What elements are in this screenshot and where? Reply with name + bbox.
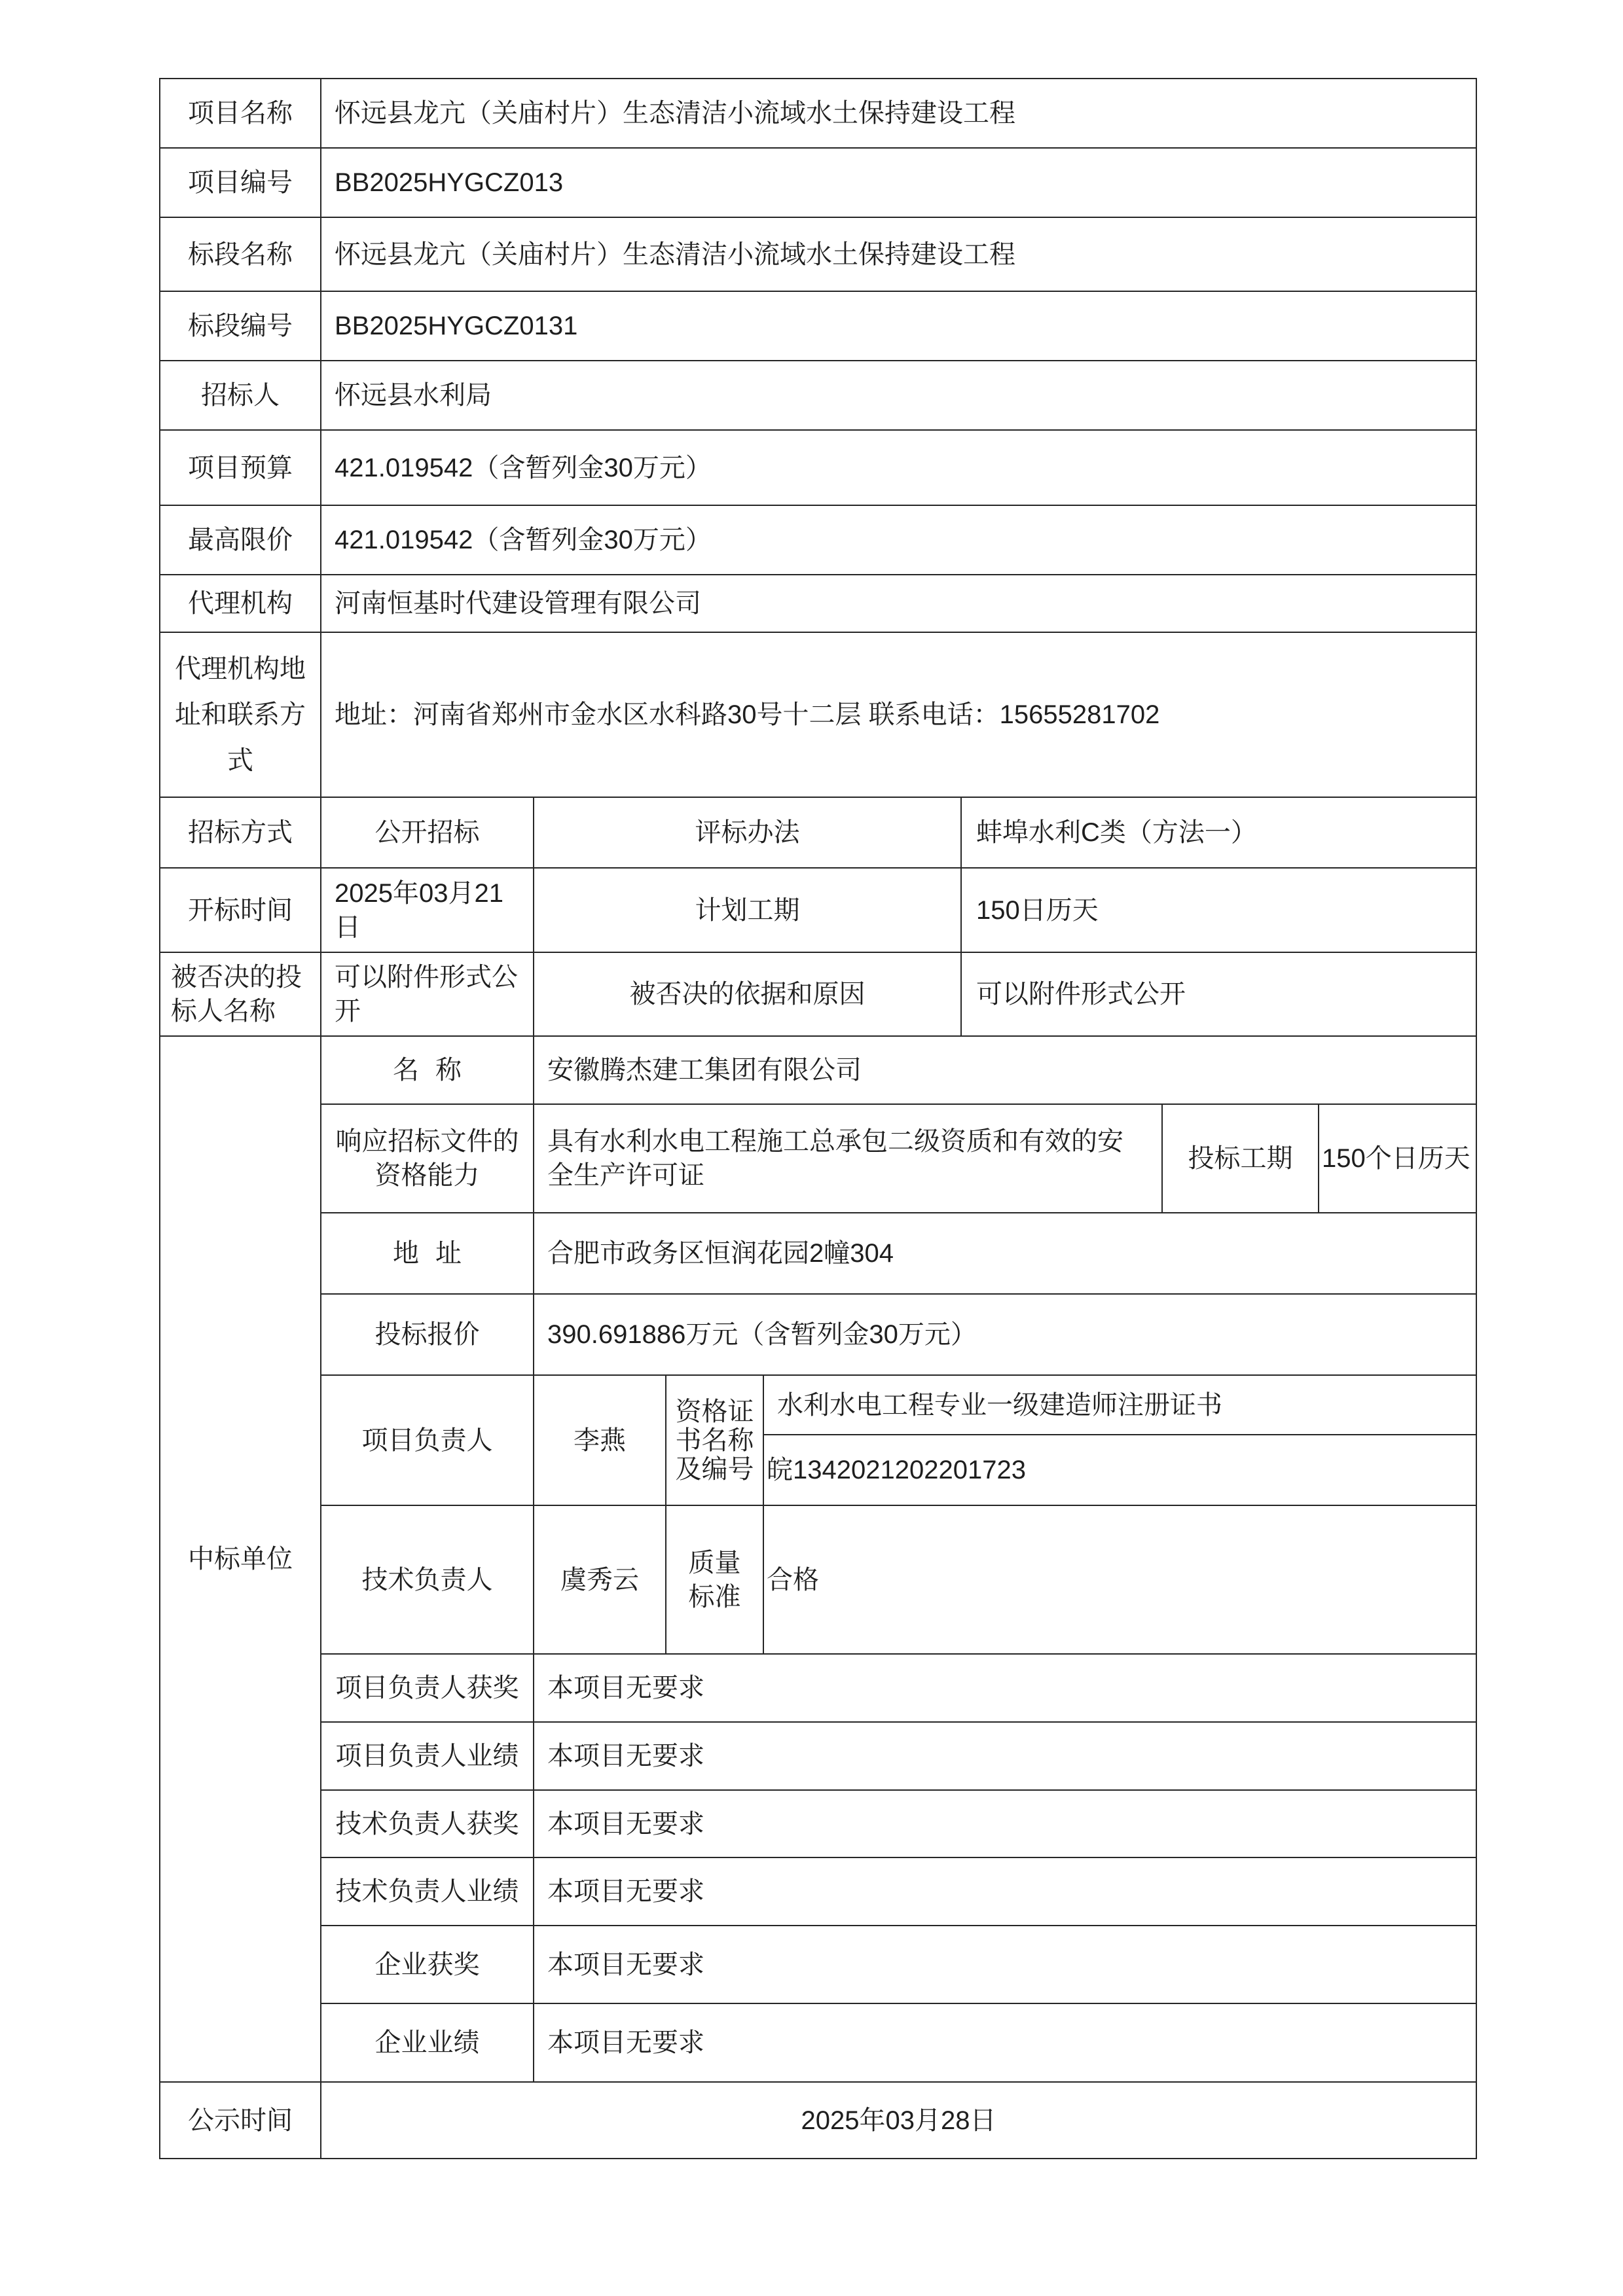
- winner-section-label-cell: [159, 1035, 321, 2083]
- evaluation-method-value-cell: [960, 797, 1477, 869]
- agency-value: 河南恒基时代建设管理有限公司: [335, 589, 701, 618]
- pm-certificate-number-cell: [763, 1434, 1477, 1506]
- bid-opening-time-value: 2025年03月21日: [335, 878, 503, 942]
- announcement-time-label-cell: [159, 2081, 321, 2159]
- project-name-label-cell: [159, 78, 321, 149]
- quality-standard-label-cell: [665, 1505, 764, 1655]
- project-number-value: BB2025HYGCZ013: [335, 168, 564, 197]
- tl-awards-value: 本项目无要求: [547, 1809, 704, 1839]
- tenderer-label: 招标人: [201, 381, 280, 410]
- max-price-label: 最高限价: [188, 526, 293, 554]
- rejection-reason-label-cell: [533, 952, 962, 1037]
- pm-performance-value: 本项目无要求: [547, 1742, 704, 1770]
- bid-duration-label: 投标工期: [1188, 1144, 1293, 1173]
- project-name-label: 项目名称: [188, 99, 293, 128]
- agency-label: 代理机构: [188, 589, 293, 618]
- rejected-bidders-label: 被否决的投标人名称: [171, 963, 302, 1026]
- bid-duration-label-cell: [1161, 1103, 1319, 1213]
- tenderer-value: 怀远县水利局: [335, 381, 492, 410]
- technical-lead-label-cell: [320, 1505, 534, 1655]
- rejected-bidders-label-cell: [159, 952, 321, 1037]
- tl-performance-label: 技术负责人业绩: [335, 1877, 519, 1906]
- rejected-bidders-value: 可以附件形式公开: [335, 963, 518, 1026]
- bid-opening-time-value-cell: [320, 867, 534, 953]
- agency-contact-value-cell: [320, 632, 1477, 798]
- lot-number-value-cell: [320, 291, 1477, 361]
- winner-name-value: 安徽腾杰建工集团有限公司: [547, 1056, 862, 1085]
- bid-opening-time-label: 开标时间: [188, 895, 293, 925]
- company-performance-value: 本项目无要求: [547, 2028, 704, 2057]
- quality-standard-value: 合格: [767, 1565, 819, 1594]
- planned-duration-label: 计划工期: [695, 895, 800, 925]
- tender-method-value: 公开招标: [374, 818, 480, 847]
- lot-number-value: BB2025HYGCZ0131: [335, 312, 578, 340]
- tender-method-label-cell: [159, 797, 321, 869]
- winner-qualification-label-cell: [320, 1103, 534, 1213]
- bid-price-label-cell: [320, 1293, 534, 1376]
- pm-certificate-name: 水利水电工程专业一级建造师注册证书: [777, 1390, 1222, 1420]
- lot-name-value-cell: [320, 217, 1477, 292]
- rejected-bidders-value-cell: [320, 952, 534, 1037]
- tl-performance-value: 本项目无要求: [547, 1877, 704, 1906]
- tl-awards-label: 技术负责人获奖: [335, 1809, 519, 1839]
- project-manager-name-cell: [533, 1374, 666, 1506]
- pm-performance-label: 项目负责人业绩: [335, 1742, 519, 1770]
- company-performance-label: 企业业绩: [374, 2028, 480, 2057]
- lot-name-label: 标段名称: [188, 240, 293, 269]
- rejection-reason-value: 可以附件形式公开: [976, 980, 1186, 1009]
- company-awards-label: 企业获奖: [374, 1950, 480, 1979]
- quality-standard-value-cell: [763, 1505, 1477, 1655]
- technical-lead-name: 虞秀云: [560, 1565, 639, 1594]
- pm-performance-label-cell: [320, 1721, 534, 1791]
- pm-awards-value-cell: [533, 1653, 1477, 1723]
- winner-qualification-value-cell: [533, 1103, 1163, 1213]
- winner-address-value: 合肥市政务区恒润花园2幢304: [547, 1239, 894, 1268]
- evaluation-method-label-cell: [533, 797, 962, 869]
- tenderer-label-cell: [159, 360, 321, 431]
- tl-performance-value-cell: [533, 1857, 1477, 1926]
- company-awards-value-cell: [533, 1925, 1477, 2004]
- bid-duration-value-cell: [1318, 1103, 1477, 1213]
- project-name-value: 怀远县龙亢（关庙村片）生态清洁小流域水土保持建设工程: [335, 99, 1015, 128]
- project-manager-label: 项目负责人: [361, 1426, 493, 1455]
- project-number-value-cell: [320, 147, 1477, 218]
- pm-awards-label-cell: [320, 1653, 534, 1723]
- lot-number-label-cell: [159, 291, 321, 361]
- technical-lead-name-cell: [533, 1505, 666, 1655]
- company-performance-label-cell: [320, 2003, 534, 2083]
- planned-duration-value: 150日历天: [976, 895, 1099, 925]
- winner-address-value-cell: [533, 1212, 1477, 1295]
- tender-method-value-cell: [320, 797, 534, 869]
- tl-awards-value-cell: [533, 1789, 1477, 1858]
- pm-awards-label: 项目负责人获奖: [335, 1674, 519, 1702]
- quality-standard-label: 质量标准: [688, 1548, 741, 1611]
- company-performance-value-cell: [533, 2003, 1477, 2083]
- winner-qualification-value: 具有水利水电工程施工总承包二级资质和有效的安全生产许可证: [547, 1127, 1123, 1190]
- lot-number-label: 标段编号: [188, 312, 293, 340]
- rejection-reason-label: 被否决的依据和原因: [629, 980, 866, 1009]
- winner-name-label: 名 称: [392, 1056, 462, 1085]
- winner-name-value-cell: [533, 1035, 1477, 1105]
- announcement-time-value: 2025年03月28日: [801, 2106, 996, 2135]
- winner-address-label-cell: [320, 1212, 534, 1295]
- company-awards-value: 本项目无要求: [547, 1950, 704, 1979]
- winner-address-label: 地 址: [392, 1239, 462, 1268]
- announcement-time-value-cell: [320, 2081, 1477, 2159]
- bid-price-value-cell: [533, 1293, 1477, 1376]
- max-price-value: 421.019542（含暂列金30万元）: [335, 526, 712, 554]
- winner-name-label-cell: [320, 1035, 534, 1105]
- project-budget-label: 项目预算: [188, 453, 293, 482]
- evaluation-method-label: 评标办法: [695, 818, 800, 847]
- planned-duration-value-cell: [960, 867, 1477, 953]
- project-number-label-cell: [159, 147, 321, 218]
- project-budget-value-cell: [320, 429, 1477, 506]
- pm-awards-value: 本项目无要求: [547, 1674, 704, 1702]
- agency-value-cell: [320, 574, 1477, 633]
- project-number-label: 项目编号: [188, 168, 293, 197]
- project-manager-label-cell: [320, 1374, 534, 1506]
- announcement-time-label: 公示时间: [188, 2106, 293, 2135]
- tl-performance-label-cell: [320, 1857, 534, 1926]
- pm-performance-value-cell: [533, 1721, 1477, 1791]
- planned-duration-label-cell: [533, 867, 962, 953]
- project-budget-label-cell: [159, 429, 321, 506]
- tenderer-value-cell: [320, 360, 1477, 431]
- max-price-label-cell: [159, 505, 321, 575]
- project-name-value-cell: [320, 78, 1477, 149]
- pm-certificate-label-cell: [665, 1374, 764, 1506]
- agency-contact-label-cell: [159, 632, 321, 798]
- tender-method-label: 招标方式: [188, 818, 293, 847]
- lot-name-value: 怀远县龙亢（关庙村片）生态清洁小流域水土保持建设工程: [335, 240, 1015, 269]
- bid-price-value: 390.691886万元（含暂列金30万元）: [547, 1320, 977, 1349]
- agency-contact-value: 地址：河南省郑州市金水区水科路30号十二层 联系电话：15655281702: [335, 700, 1160, 729]
- max-price-value-cell: [320, 505, 1477, 575]
- project-manager-name: 李燕: [574, 1426, 626, 1455]
- bid-opening-time-label-cell: [159, 867, 321, 953]
- agency-label-cell: [159, 574, 321, 633]
- pm-certificate-label: 资格证书名称及编号: [675, 1397, 754, 1484]
- pm-certificate-number: 皖1342021202201723: [767, 1456, 1026, 1484]
- lot-name-label-cell: [159, 217, 321, 292]
- technical-lead-label: 技术负责人: [361, 1565, 493, 1594]
- project-budget-value: 421.019542（含暂列金30万元）: [335, 453, 712, 482]
- evaluation-method-value: 蚌埠水利C类（方法一）: [976, 818, 1257, 847]
- winner-section-label: 中标单位: [188, 1545, 293, 1573]
- rejection-reason-value-cell: [960, 952, 1477, 1037]
- bid-duration-value: 150个日历天: [1322, 1144, 1470, 1173]
- winner-qualification-label: 响应招标文件的资格能力: [335, 1127, 519, 1190]
- bid-price-label: 投标报价: [374, 1320, 480, 1349]
- tl-awards-label-cell: [320, 1789, 534, 1858]
- agency-contact-label: 代理机构地址和联系方式: [175, 655, 306, 775]
- company-awards-label-cell: [320, 1925, 534, 2004]
- pm-certificate-name-cell: [763, 1374, 1477, 1435]
